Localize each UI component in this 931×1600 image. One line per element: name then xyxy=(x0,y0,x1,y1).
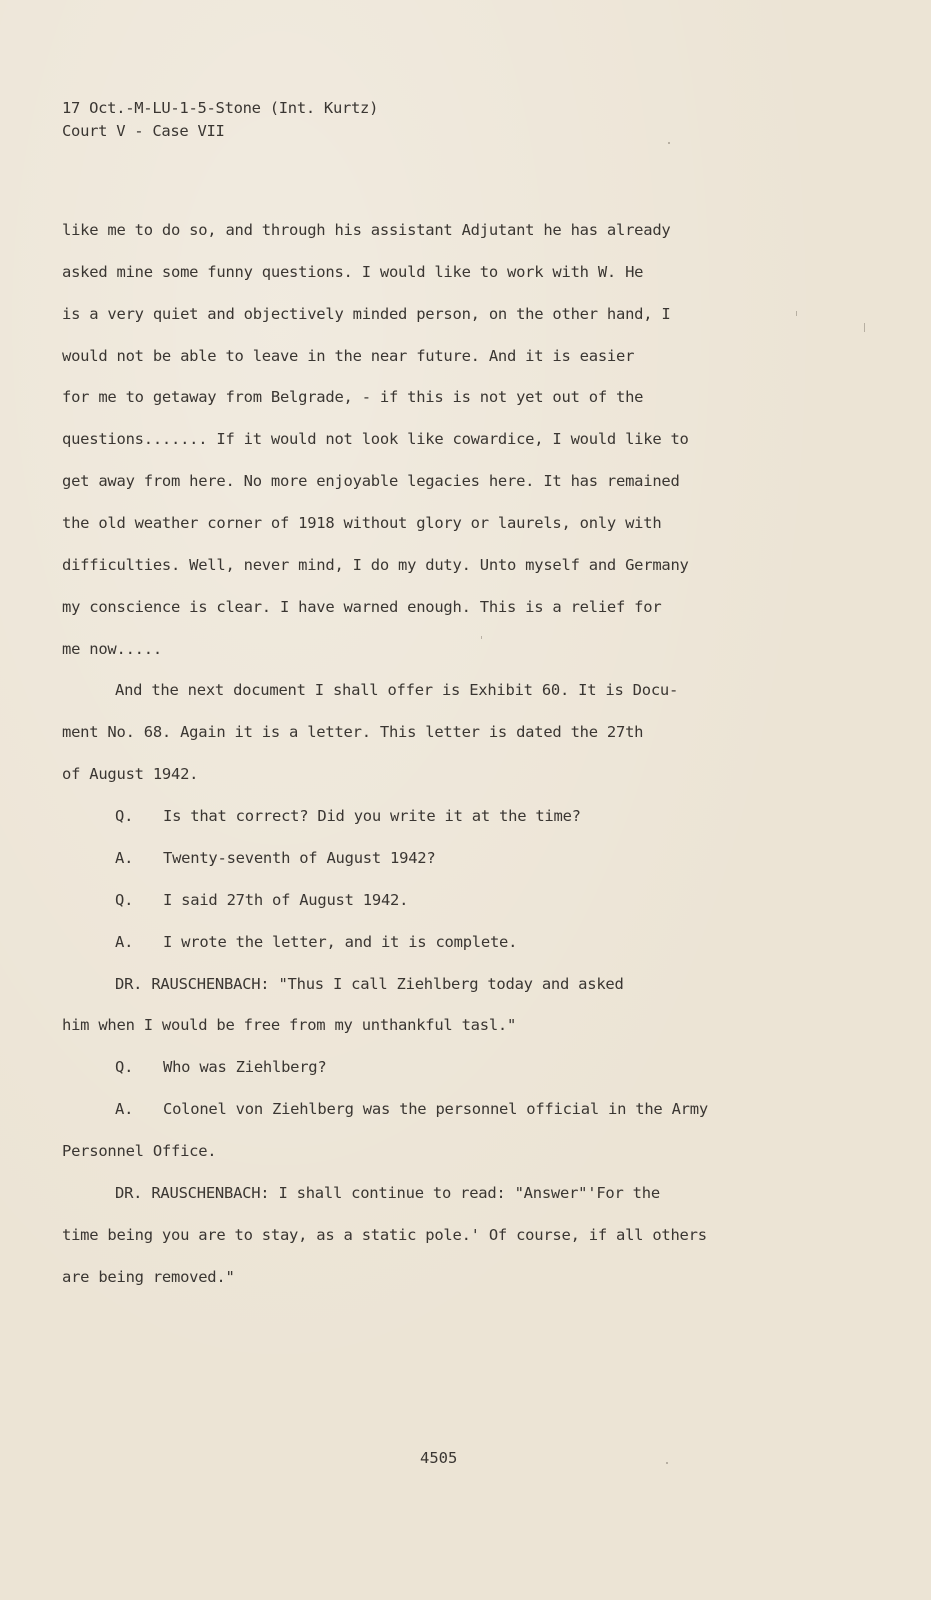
qa-item xyxy=(62,1055,862,1079)
qa-item xyxy=(62,888,862,912)
body-line: the old weather corner of 1918 without glory or laurels, only with xyxy=(62,514,662,532)
body-line: for me to getaway from Belgrade, - if this is not yet out of the xyxy=(62,388,644,406)
qa-label: Q. xyxy=(115,891,134,909)
body-line: me now..... xyxy=(62,640,162,658)
qa-label: A. xyxy=(115,1100,134,1118)
body-line: DR. RAUSCHENBACH: "Thus I call Ziehlberg today and asked xyxy=(115,975,624,993)
qa-item xyxy=(62,804,862,828)
body-line: like me to do so, and through his assistant Adjutant he has already xyxy=(62,221,671,239)
qa-label: A. xyxy=(115,933,134,951)
body-line: time being you are to stay, as a static pole.' Of course, if all others xyxy=(62,1226,707,1244)
header-line-1: 17 Oct.-M-LU-1-5-Stone (Int. Kurtz) xyxy=(62,99,379,117)
body-line: DR. RAUSCHENBACH: I shall continue to read: "Answer"'For the xyxy=(115,1184,660,1202)
header-line-2: Court V - Case VII xyxy=(62,122,225,140)
body-line: get away from here. No more enjoyable legacies here. It has remained xyxy=(62,472,680,490)
body-line: of August 1942. xyxy=(62,765,199,783)
qa-text: Colonel von Ziehlberg was the personnel official in the Army xyxy=(163,1100,708,1118)
qa-text: Is that correct? Did you write it at the time? xyxy=(163,807,581,825)
body-line: Personnel Office. xyxy=(62,1142,217,1160)
qa-item xyxy=(62,1097,862,1121)
page-number: 4505 xyxy=(420,1449,458,1467)
qa-text: Twenty-seventh of August 1942? xyxy=(163,849,436,867)
paper-speck xyxy=(668,142,670,144)
qa-text: I wrote the letter, and it is complete. xyxy=(163,933,518,951)
qa-text: Who was Ziehlberg? xyxy=(163,1058,327,1076)
document-header xyxy=(62,97,378,143)
body-line: asked mine some funny questions. I would like to work with W. He xyxy=(62,263,644,281)
qa-text: I said 27th of August 1942. xyxy=(163,891,409,909)
qa-item xyxy=(62,930,862,954)
qa-label: Q. xyxy=(115,1058,134,1076)
paper-speck xyxy=(666,1462,668,1464)
body-line: And the next document I shall offer is Exhibit 60. It is Docu- xyxy=(115,681,679,699)
body-line: my conscience is clear. I have warned enough. This is a relief for xyxy=(62,598,662,616)
paper-speck xyxy=(796,311,797,316)
body-line: difficulties. Well, never mind, I do my duty. Unto myself and Germany xyxy=(62,556,689,574)
body-line: is a very quiet and objectively minded person, on the other hand, I xyxy=(62,305,671,323)
paper-speck xyxy=(864,323,865,332)
body-line: ment No. 68. Again it is a letter. This letter is dated the 27th xyxy=(62,723,644,741)
qa-label: Q. xyxy=(115,807,134,825)
qa-item xyxy=(62,846,862,870)
body-line: him when I would be free from my unthankful tasl." xyxy=(62,1016,517,1034)
body-line: questions....... If it would not look like cowardice, I would like to xyxy=(62,430,689,448)
body-line: are being removed." xyxy=(62,1268,235,1286)
paper-speck xyxy=(481,636,482,639)
body-line: would not be able to leave in the near future. And it is easier xyxy=(62,347,635,365)
qa-label: A. xyxy=(115,849,134,867)
